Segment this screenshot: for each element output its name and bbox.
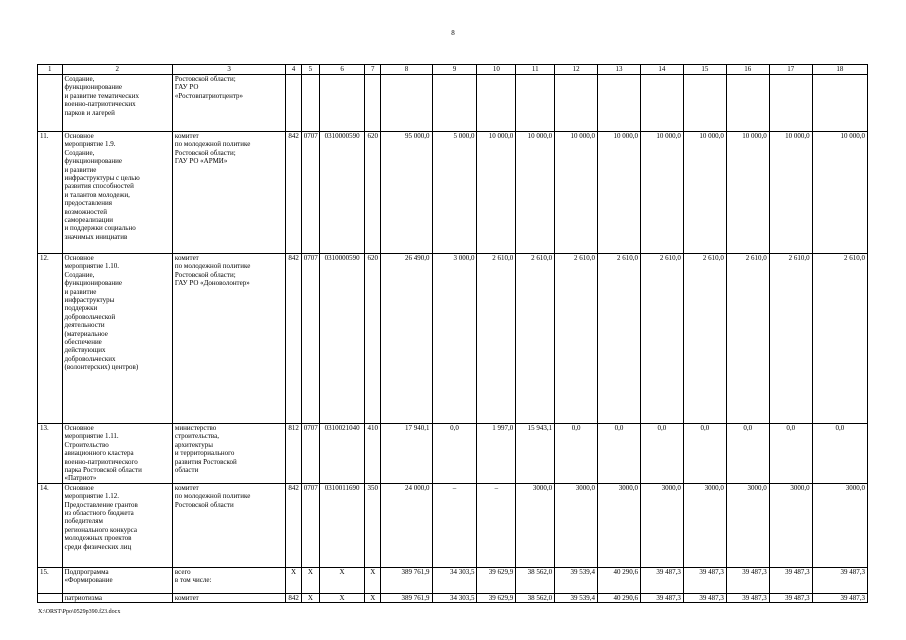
amount-cell: [432, 75, 477, 132]
amount-cell: 0,0: [726, 424, 769, 484]
amount-cell: 40 290,6: [598, 593, 641, 602]
amount-cell: 24 000,0: [381, 483, 432, 567]
amount-cell: 3000,0: [640, 483, 683, 567]
amount-cell: 34 303,5: [432, 593, 477, 602]
table-header-row: [38, 65, 868, 75]
code-vr: 350: [365, 483, 381, 567]
amount-cell: 0,0: [432, 424, 477, 484]
amount-cell: 39 487,3: [640, 567, 683, 593]
amount-cell: [555, 75, 598, 132]
code-csr: Х: [320, 593, 365, 602]
column-number: 12: [555, 65, 598, 75]
row-number: 12.: [38, 254, 63, 424]
code-vr: 410: [365, 424, 381, 484]
amount-cell: 38 562,0: [516, 567, 555, 593]
amount-cell: 39 487,3: [812, 567, 867, 593]
code-csr: 0310000590: [320, 132, 365, 254]
amount-cell: 10 000,0: [516, 132, 555, 254]
column-number: 18: [812, 65, 867, 75]
amount-cell: 3000,0: [812, 483, 867, 567]
amount-cell: [640, 75, 683, 132]
amount-cell: [477, 75, 516, 132]
amount-cell: 39 487,3: [769, 567, 812, 593]
amount-cell: 3000,0: [769, 483, 812, 567]
code-csr: 0310021040: [320, 424, 365, 484]
table-row: [38, 483, 868, 567]
amount-cell: 2 610,0: [683, 254, 726, 424]
row-number: 11.: [38, 132, 63, 254]
measure-name: Основное мероприятие 1.10. Создание, функционирование и развитие инфраструктуры поддержки добровольческой деятельности (материальное обеспечение действующих добровольческих (волонтерских) центров): [62, 254, 172, 424]
column-number: 1: [38, 65, 63, 75]
amount-cell: [516, 75, 555, 132]
amount-cell: 39 629,9: [477, 593, 516, 602]
column-number: 6: [320, 65, 365, 75]
amount-cell: –: [477, 483, 516, 567]
code-grbs: 842: [286, 483, 301, 567]
amount-cell: 10 000,0: [726, 132, 769, 254]
table-row: [38, 593, 868, 602]
code-grbs: 842: [286, 593, 301, 602]
amount-cell: 26 490,0: [381, 254, 432, 424]
row-number: [38, 593, 63, 602]
row-number: [38, 75, 63, 132]
amount-cell: [381, 75, 432, 132]
amount-cell: 3000,0: [726, 483, 769, 567]
amount-cell: 2 610,0: [477, 254, 516, 424]
amount-cell: 10 000,0: [598, 132, 641, 254]
amount-cell: 3000,0: [516, 483, 555, 567]
amount-cell: 10 000,0: [555, 132, 598, 254]
amount-cell: 39 487,3: [726, 593, 769, 602]
amount-cell: 39 539,4: [555, 593, 598, 602]
code-vr: [365, 75, 381, 132]
measure-name: Основное мероприятие 1.9. Создание, функционирование и развитие инфраструктуры с целью развития способностей и талантов молодежи, предоставления возможностей самореализации и поддержки социально значимых инициатив: [62, 132, 172, 254]
amount-cell: 0,0: [555, 424, 598, 484]
column-number: 17: [769, 65, 812, 75]
code-rzpr: Х: [301, 593, 319, 602]
code-rzpr: 0707: [301, 424, 319, 484]
measure-name: Основное мероприятие 1.11. Строительство авиационного кластера военно-патриотического парка Ростовской области «Патриот»: [62, 424, 172, 484]
executor: комитет по молодежной политике Ростовской области: [172, 483, 285, 567]
page-number: 8: [451, 29, 455, 37]
column-number: 9: [432, 65, 477, 75]
code-rzpr: [301, 75, 319, 132]
amount-cell: 39 629,9: [477, 567, 516, 593]
table-row: [38, 424, 868, 484]
code-vr: Х: [365, 593, 381, 602]
amount-cell: 10 000,0: [683, 132, 726, 254]
budget-table: [37, 64, 868, 603]
column-number: 7: [365, 65, 381, 75]
amount-cell: 2 610,0: [516, 254, 555, 424]
row-number: 14.: [38, 483, 63, 567]
measure-name: Создание, функционирование и развитие тематических военно-патриотических парков и лагерей: [62, 75, 172, 132]
executor: министерство строительства, архитектуры и территориального развития Ростовской области: [172, 424, 285, 484]
code-rzpr: 0707: [301, 132, 319, 254]
amount-cell: 3000,0: [683, 483, 726, 567]
code-rzpr: 0707: [301, 483, 319, 567]
amount-cell: 2 610,0: [769, 254, 812, 424]
column-number: 2: [62, 65, 172, 75]
column-number: 15: [683, 65, 726, 75]
row-number: 15.: [38, 567, 63, 593]
row-number: 13.: [38, 424, 63, 484]
amount-cell: 5 000,0: [432, 132, 477, 254]
code-grbs: Х: [286, 567, 301, 593]
amount-cell: 10 000,0: [812, 132, 867, 254]
column-number: 3: [172, 65, 285, 75]
code-grbs: 842: [286, 254, 301, 424]
column-number: 8: [381, 65, 432, 75]
measure-name: Основное мероприятие 1.12. Предоставление грантов из областного бюджета победителям регионального конкурса молодежных проектов среди физических лиц: [62, 483, 172, 567]
amount-cell: 0,0: [640, 424, 683, 484]
amount-cell: 1 997,0: [477, 424, 516, 484]
amount-cell: 2 610,0: [812, 254, 867, 424]
column-number: 14: [640, 65, 683, 75]
amount-cell: [683, 75, 726, 132]
code-grbs: 812: [286, 424, 301, 484]
executor: комитет: [172, 593, 285, 602]
amount-cell: 2 610,0: [726, 254, 769, 424]
amount-cell: 2 610,0: [640, 254, 683, 424]
amount-cell: 39 487,3: [640, 593, 683, 602]
amount-cell: –: [432, 483, 477, 567]
amount-cell: 0,0: [769, 424, 812, 484]
amount-cell: 3000,0: [555, 483, 598, 567]
amount-cell: 40 290,6: [598, 567, 641, 593]
amount-cell: 10 000,0: [640, 132, 683, 254]
table-row: [38, 567, 868, 593]
amount-cell: 3 000,0: [432, 254, 477, 424]
amount-cell: 39 487,3: [812, 593, 867, 602]
amount-cell: 39 487,3: [683, 593, 726, 602]
code-grbs: 842: [286, 132, 301, 254]
file-path-footer: X:\ORST\Ppo\0529p390.f23.docx: [38, 609, 121, 615]
column-number: 4: [286, 65, 301, 75]
amount-cell: 39 487,3: [769, 593, 812, 602]
code-grbs: [286, 75, 301, 132]
code-csr: Х: [320, 567, 365, 593]
amount-cell: 15 943,1: [516, 424, 555, 484]
code-vr: Х: [365, 567, 381, 593]
amount-cell: 389 761,9: [381, 593, 432, 602]
code-rzpr: Х: [301, 567, 319, 593]
code-vr: 620: [365, 132, 381, 254]
amount-cell: [726, 75, 769, 132]
amount-cell: 0,0: [812, 424, 867, 484]
amount-cell: [812, 75, 867, 132]
executor: Ростовской области; ГАУ РО «Ростовпатриотцентр»: [172, 75, 285, 132]
amount-cell: 17 940,1: [381, 424, 432, 484]
code-rzpr: 0707: [301, 254, 319, 424]
amount-cell: 0,0: [598, 424, 641, 484]
amount-cell: 10 000,0: [477, 132, 516, 254]
measure-name: Подпрограмма «Формирование: [62, 567, 172, 593]
column-number: 10: [477, 65, 516, 75]
amount-cell: 95 000,0: [381, 132, 432, 254]
column-number: 5: [301, 65, 319, 75]
column-number: 13: [598, 65, 641, 75]
amount-cell: 2 610,0: [555, 254, 598, 424]
code-csr: 0310000590: [320, 254, 365, 424]
executor: комитет по молодежной политике Ростовской области; ГАУ РО «Доноволонтер»: [172, 254, 285, 424]
column-number: 11: [516, 65, 555, 75]
amount-cell: 39 487,3: [683, 567, 726, 593]
amount-cell: 2 610,0: [598, 254, 641, 424]
table-row: [38, 254, 868, 424]
amount-cell: [598, 75, 641, 132]
measure-name: патриотизма: [62, 593, 172, 602]
column-number: 16: [726, 65, 769, 75]
code-csr: 0310011690: [320, 483, 365, 567]
executor: комитет по молодежной политике Ростовской области; ГАУ РО «АРМИ»: [172, 132, 285, 254]
amount-cell: 39 539,4: [555, 567, 598, 593]
amount-cell: 0,0: [683, 424, 726, 484]
table-row: [38, 132, 868, 254]
amount-cell: [769, 75, 812, 132]
code-csr: [320, 75, 365, 132]
code-vr: 620: [365, 254, 381, 424]
table-row: [38, 75, 868, 132]
amount-cell: 34 303,5: [432, 567, 477, 593]
amount-cell: 10 000,0: [769, 132, 812, 254]
amount-cell: 39 487,3: [726, 567, 769, 593]
amount-cell: 389 761,9: [381, 567, 432, 593]
amount-cell: 38 562,0: [516, 593, 555, 602]
amount-cell: 3000,0: [598, 483, 641, 567]
executor: всего в том числе:: [172, 567, 285, 593]
